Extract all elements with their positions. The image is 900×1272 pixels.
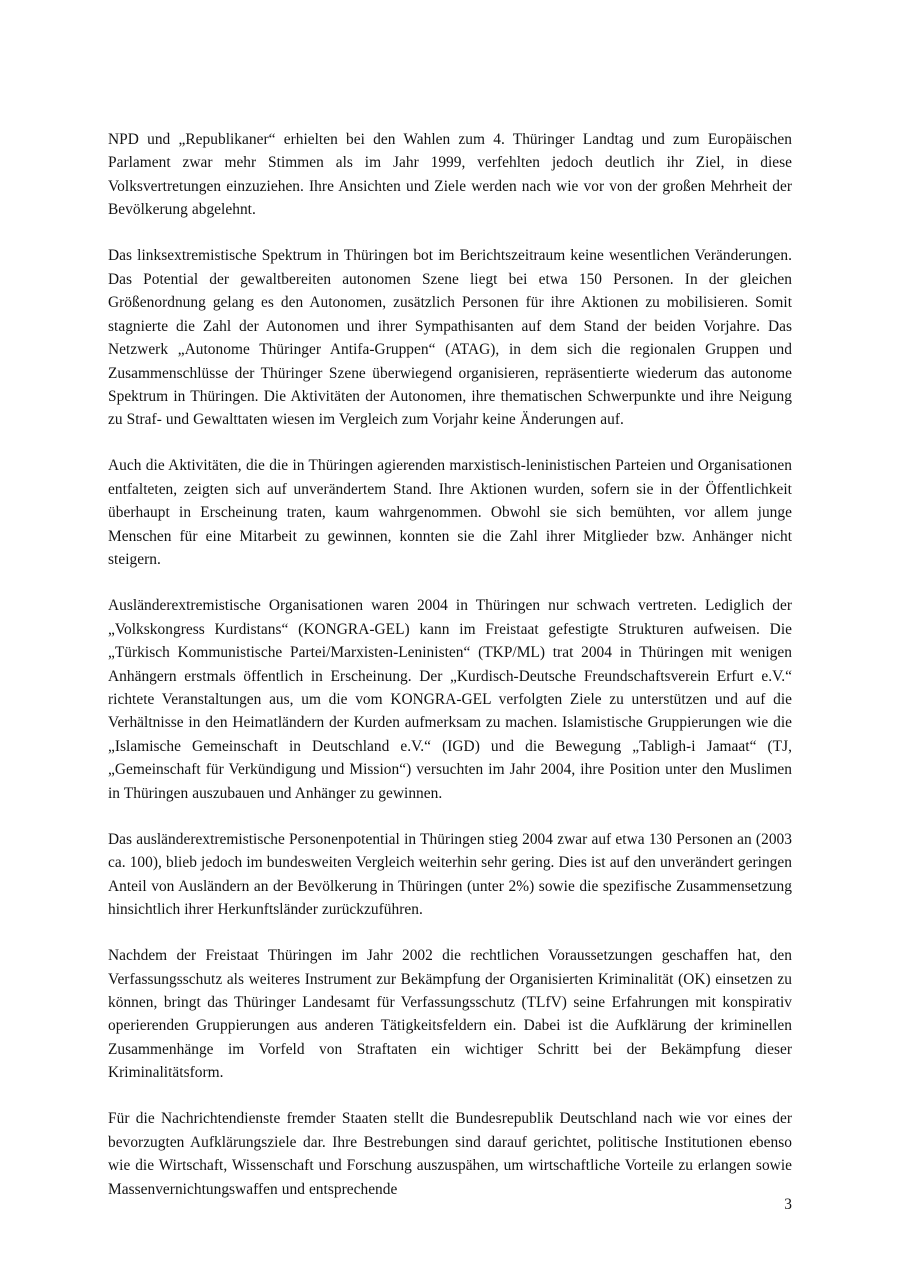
paragraph-2: Das linksextremistische Spektrum in Thüringen bot im Berichtszeitraum keine wesentlichen Veränderungen. Das Potential der gewaltbereiten autonomen Szene liegt bei etwa 150 Personen. In der gleichen Größenordnung gelang es den Autonomen, zusätzlich Personen für ihre Aktionen zu mobilisieren. Somit stagnierte die Zahl der Autonomen und ihrer Sympathisanten auf dem Stand der beiden Vorjahre. Das Netzwerk „Autonome Thüringer Antifa-Gruppen“ (ATAG), in dem sich die regionalen Gruppen und Zusammenschlüsse der Thüringer Szene überwiegend organisieren, repräsentierte wiederum das autonome Spektrum in Thüringen. Die Aktivitäten der Autonomen, ihre thematischen Schwerpunkte und ihre Neigung zu Straf- und Gewalttaten wiesen im Vergleich zum Vorjahr keine Änderungen auf. [108,247,792,429]
paragraph-3: Auch die Aktivitäten, die die in Thüringen agierenden marxistisch-leninistischen Parteien und Organisationen entfalteten, zeigten sich auf unverändertem Stand. Ihre Aktionen wurden, sofern sie in der Öffentlichkeit überhaupt in Erscheinung traten, kaum wahrgenommen. Obwohl sie sich bemühten, vor allem junge Menschen für eine Mitarbeit zu gewinnen, konnten sie die Zahl ihrer Mitglieder bzw. Anhänger nicht steigern. [108,457,792,569]
paragraph-4: Ausländerextremistische Organisationen waren 2004 in Thüringen nur schwach vertreten. Lediglich der „Volkskongress Kurdistans“ (KONGRA-GEL) kann im Freistaat gefestigte Strukturen aufweisen. Die „Türkisch Kommunistische Partei/Marxisten-Leninisten“ (TKP/ML) trat 2004 in Thüringen mit wenigen Anhängern erstmals öffentlich in Erscheinung. Der „Kurdisch-Deutsche Freundschaftsverein Erfurt e.V.“ richtete Veranstaltungen aus, um die vom KONGRA-GEL verfolgten Ziele zu unterstützen und auf die Verhältnisse in den Heimatländern der Kurden aufmerksam zu machen. Islamistische Gruppierungen wie die „Islamische Gemeinschaft in Deutschland e.V.“ (IGD) und die Bewegung „Tabligh-i Jamaat“ (TJ, „Gemeinschaft für Verkündigung und Mission“) versuchten im Jahr 2004, ihre Position unter den Muslimen in Thüringen auszubauen und Anhänger zu gewinnen. [108,597,792,802]
document-text-block [108,128,792,1201]
paragraph-5: Das ausländerextremistische Personenpotential in Thüringen stieg 2004 zwar auf etwa 130 Personen an (2003 ca. 100), blieb jedoch im bundesweiten Vergleich weiterhin sehr gering. Dies ist auf den unverändert geringen Anteil von Ausländern an der Bevölkerung in Thüringen (unter 2%) sowie die spezifische Zusammensetzung hinsichtlich ihrer Herkunftsländer zurückzuführen. [108,830,792,919]
page-number-folio: 3 [784,1196,792,1213]
paragraph-7: Für die Nachrichtendienste fremder Staaten stellt die Bundesrepublik Deutschland nach wie vor eines der bevorzugten Aufklärungsziele dar. Ihre Bestrebungen sind darauf gerichtet, politische Institutionen ebenso wie die Wirtschaft, Wissenschaft und Forschung auszuspähen, um wirtschaftliche Vorteile zu erlangen sowie Massenvernichtungswaffen und entsprechende [108,1110,792,1198]
paragraph-6: Nachdem der Freistaat Thüringen im Jahr 2002 die rechtlichen Voraussetzungen geschaffen hat, den Verfassungsschutz als weiteres Instrument zur Bekämpfung der Organisierten Kriminalität (OK) einsetzen zu können, bringt das Thüringer Landesamt für Verfassungsschutz (TLfV) seine Erfahrungen mit konspirativ operierenden Gruppierungen aus anderen Tätigkeitsfeldern ein. Dabei ist die Aufklärung der kriminellen Zusammenhänge im Vorfeld von Straftaten ein wichtiger Schritt bei der Bekämpfung dieser Kriminalitätsform. [108,947,792,1082]
paragraph-1: NPD und „Republikaner“ erhielten bei den Wahlen zum 4. Thüringer Landtag und zum Europäischen Parlament zwar mehr Stimmen als im Jahr 1999, verfehlten jedoch deutlich ihr Ziel, in diese Volksvertretungen einzuziehen. Ihre Ansichten und Ziele werden nach wie vor von der großen Mehrheit der Bevölkerung abgelehnt. [108,131,792,219]
